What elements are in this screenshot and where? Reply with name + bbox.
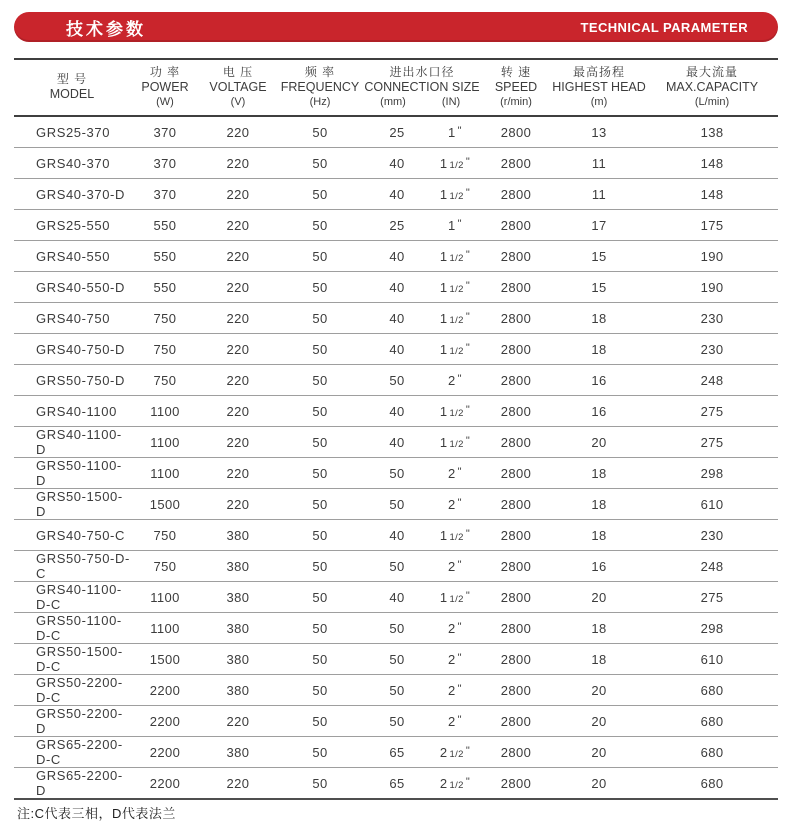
connection-inch-cell <box>430 179 480 210</box>
table-row <box>14 148 778 179</box>
speed-cell: 2800 <box>480 303 552 334</box>
head-cell: 16 <box>552 396 646 427</box>
head-cell: 20 <box>552 706 646 737</box>
inch-whole: 1 <box>439 186 448 202</box>
inch-mark: " <box>457 651 462 664</box>
connection-mm-cell: 40 <box>364 520 430 551</box>
connection-inch-cell <box>430 334 480 365</box>
voltage-cell: 380 <box>200 520 276 551</box>
connection-inch-cell <box>430 116 480 148</box>
voltage-cell: 220 <box>200 116 276 148</box>
col-header-connection-size: 进出水口径 CONNECTION SIZE (mm) (IN) <box>364 65 480 108</box>
frequency-cell: 50 <box>276 737 364 768</box>
head-cell: 16 <box>552 551 646 582</box>
frequency-cell: 50 <box>276 116 364 148</box>
power-cell: 550 <box>130 241 200 272</box>
col-header-model <box>14 59 130 116</box>
inch-whole: 2 <box>448 558 456 574</box>
parameter-table-container <box>14 58 778 800</box>
table-row <box>14 427 778 458</box>
inch-fraction: 1/2 <box>449 438 464 450</box>
table-row <box>14 644 778 675</box>
voltage-cell: 380 <box>200 551 276 582</box>
voltage-cell: 220 <box>200 706 276 737</box>
power-cell: 750 <box>130 365 200 396</box>
model-cell: GRS50-1100-D-C <box>14 613 130 644</box>
capacity-cell: 190 <box>646 241 778 272</box>
connection-inch-cell <box>430 551 480 582</box>
model-cell: GRS65-2200-D <box>14 768 130 800</box>
capacity-cell: 680 <box>646 768 778 800</box>
head-cell: 11 <box>552 148 646 179</box>
speed-cell: 2800 <box>480 241 552 272</box>
connection-mm-cell: 40 <box>364 241 430 272</box>
model-cell: GRS40-1100-D-C <box>14 582 130 613</box>
inch-mark: " <box>465 155 471 168</box>
connection-mm-cell: 50 <box>364 613 430 644</box>
col-header-voltage: 电 压 VOLTAGE (V) <box>209 65 267 108</box>
inch-fraction: 1/2 <box>449 283 464 295</box>
connection-mm-cell: 40 <box>364 148 430 179</box>
table-row <box>14 489 778 520</box>
model-cell: GRS40-750-D <box>14 334 130 365</box>
connection-inch-cell <box>430 148 480 179</box>
connection-inch-cell <box>430 644 480 675</box>
inch-mark: " <box>457 713 462 726</box>
speed-cell: 2800 <box>480 210 552 241</box>
frequency-cell: 50 <box>276 334 364 365</box>
head-cell: 13 <box>552 116 646 148</box>
capacity-cell: 248 <box>646 365 778 396</box>
inch-mark: " <box>457 465 462 478</box>
connection-inch-cell <box>430 489 480 520</box>
capacity-cell: 610 <box>646 644 778 675</box>
frequency-cell: 50 <box>276 613 364 644</box>
head-cell: 20 <box>552 675 646 706</box>
model-cell: GRS40-370 <box>14 148 130 179</box>
capacity-cell: 680 <box>646 706 778 737</box>
model-cell: GRS50-1500-D <box>14 489 130 520</box>
model-cell: GRS50-1500-D-C <box>14 644 130 675</box>
banner-title-chinese: 技术参数 <box>66 19 146 39</box>
unit-in: (IN) <box>441 96 461 108</box>
voltage-cell: 220 <box>200 489 276 520</box>
inch-mark: " <box>457 217 462 230</box>
model-cell: GRS65-2200-D-C <box>14 737 130 768</box>
voltage-cell: 220 <box>200 210 276 241</box>
inch-fraction: 1/2 <box>449 190 464 202</box>
inch-whole: 1 <box>439 403 448 419</box>
capacity-cell: 230 <box>646 303 778 334</box>
connection-size-units <box>364 95 480 109</box>
inch-mark: " <box>465 527 471 540</box>
inch-whole: 2 <box>448 465 456 481</box>
speed-cell: 2800 <box>480 551 552 582</box>
inch-mark: " <box>465 744 471 757</box>
head-cell: 20 <box>552 582 646 613</box>
power-cell: 2200 <box>130 737 200 768</box>
inch-whole: 2 <box>448 713 456 729</box>
connection-mm-cell: 50 <box>364 551 430 582</box>
inch-whole: 1 <box>439 155 448 171</box>
col-header-frequency: 频 率 FREQUENCY (Hz) <box>280 65 360 108</box>
head-cell: 17 <box>552 210 646 241</box>
inch-mark: " <box>457 496 462 509</box>
model-cell: GRS40-550 <box>14 241 130 272</box>
inch-fraction: 1/2 <box>449 314 464 326</box>
connection-mm-cell: 25 <box>364 210 430 241</box>
table-row <box>14 334 778 365</box>
head-cell: 18 <box>552 520 646 551</box>
power-cell: 1100 <box>130 458 200 489</box>
inch-mark: " <box>457 372 462 385</box>
power-cell: 750 <box>130 520 200 551</box>
speed-cell: 2800 <box>480 272 552 303</box>
capacity-cell: 275 <box>646 427 778 458</box>
frequency-cell: 50 <box>276 768 364 800</box>
inch-whole: 1 <box>439 248 448 264</box>
capacity-cell: 190 <box>646 272 778 303</box>
power-cell: 2200 <box>130 768 200 800</box>
connection-mm-cell: 50 <box>364 458 430 489</box>
inch-whole: 2 <box>448 372 456 388</box>
col-header-model-en: MODEL <box>49 87 95 101</box>
connection-mm-cell: 40 <box>364 303 430 334</box>
connection-inch-cell <box>430 582 480 613</box>
power-cell: 750 <box>130 551 200 582</box>
inch-mark: " <box>465 434 471 447</box>
capacity-cell: 275 <box>646 582 778 613</box>
inch-whole: 2 <box>448 620 456 636</box>
footnote: 注:C代表三相，D代表法兰 <box>17 806 176 821</box>
table-row <box>14 303 778 334</box>
inch-mark: " <box>465 186 471 199</box>
voltage-cell: 380 <box>200 675 276 706</box>
inch-fraction: 1/2 <box>449 531 464 543</box>
voltage-cell: 220 <box>200 179 276 210</box>
frequency-cell: 50 <box>276 489 364 520</box>
capacity-cell: 230 <box>646 334 778 365</box>
table-row <box>14 768 778 800</box>
voltage-cell: 380 <box>200 737 276 768</box>
table-row <box>14 582 778 613</box>
voltage-cell: 220 <box>200 427 276 458</box>
capacity-cell: 610 <box>646 489 778 520</box>
col-header-highest-head: 最高扬程 HIGHEST HEAD (m) <box>552 65 646 108</box>
frequency-cell: 50 <box>276 210 364 241</box>
table-row <box>14 613 778 644</box>
inch-fraction: 1/2 <box>449 407 464 419</box>
voltage-cell: 220 <box>200 458 276 489</box>
inch-mark: " <box>465 775 471 788</box>
connection-inch-cell <box>430 737 480 768</box>
frequency-cell: 50 <box>276 427 364 458</box>
voltage-cell: 220 <box>200 396 276 427</box>
inch-fraction: 1/2 <box>449 593 464 605</box>
speed-cell: 2800 <box>480 489 552 520</box>
model-cell: GRS40-1100-D <box>14 427 130 458</box>
table-row <box>14 520 778 551</box>
inch-whole: 2 <box>439 775 448 791</box>
capacity-cell: 230 <box>646 520 778 551</box>
connection-inch-cell <box>430 303 480 334</box>
col-header-max-capacity: 最大流量 MAX.CAPACITY (L/min) <box>665 65 759 108</box>
inch-whole: 2 <box>448 682 456 698</box>
model-cell: GRS50-750-D <box>14 365 130 396</box>
frequency-cell: 50 <box>276 706 364 737</box>
inch-whole: 1 <box>439 434 448 450</box>
head-cell: 20 <box>552 768 646 800</box>
voltage-cell: 220 <box>200 148 276 179</box>
speed-cell: 2800 <box>480 582 552 613</box>
power-cell: 550 <box>130 210 200 241</box>
table-row <box>14 272 778 303</box>
frequency-cell: 50 <box>276 644 364 675</box>
power-cell: 1500 <box>130 489 200 520</box>
table-row <box>14 737 778 768</box>
inch-fraction: 1/2 <box>449 748 464 760</box>
voltage-cell: 380 <box>200 582 276 613</box>
connection-mm-cell: 40 <box>364 334 430 365</box>
inch-mark: " <box>465 310 471 323</box>
speed-cell: 2800 <box>480 148 552 179</box>
speed-cell: 2800 <box>480 520 552 551</box>
table-row <box>14 116 778 148</box>
inch-fraction: 1/2 <box>449 252 464 264</box>
connection-inch-cell <box>430 365 480 396</box>
inch-fraction: 1/2 <box>449 779 464 791</box>
inch-fraction: 1/2 <box>449 159 464 171</box>
power-cell: 1100 <box>130 427 200 458</box>
speed-cell: 2800 <box>480 675 552 706</box>
inch-whole: 2 <box>448 651 456 667</box>
voltage-cell: 220 <box>200 365 276 396</box>
power-cell: 1500 <box>130 644 200 675</box>
table-row <box>14 551 778 582</box>
inch-whole: 1 <box>448 217 456 233</box>
speed-cell: 2800 <box>480 706 552 737</box>
inch-mark: " <box>465 248 471 261</box>
head-cell: 18 <box>552 489 646 520</box>
speed-cell: 2800 <box>480 737 552 768</box>
table-row <box>14 210 778 241</box>
inch-mark: " <box>465 279 471 292</box>
connection-mm-cell: 50 <box>364 644 430 675</box>
connection-mm-cell: 40 <box>364 272 430 303</box>
capacity-cell: 298 <box>646 613 778 644</box>
capacity-cell: 298 <box>646 458 778 489</box>
connection-mm-cell: 50 <box>364 489 430 520</box>
power-cell: 550 <box>130 272 200 303</box>
capacity-cell: 680 <box>646 675 778 706</box>
frequency-cell: 50 <box>276 303 364 334</box>
model-cell: GRS50-2200-D <box>14 706 130 737</box>
model-cell: GRS40-750 <box>14 303 130 334</box>
model-cell: GRS25-550 <box>14 210 130 241</box>
voltage-cell: 220 <box>200 272 276 303</box>
table-row <box>14 365 778 396</box>
speed-cell: 2800 <box>480 365 552 396</box>
power-cell: 750 <box>130 334 200 365</box>
head-cell: 11 <box>552 179 646 210</box>
voltage-cell: 220 <box>200 334 276 365</box>
head-cell: 18 <box>552 458 646 489</box>
connection-mm-cell: 40 <box>364 582 430 613</box>
table-row <box>14 675 778 706</box>
model-cell: GRS50-750-D-C <box>14 551 130 582</box>
col-header-model-zh: 型 号 <box>56 72 88 86</box>
head-cell: 18 <box>552 303 646 334</box>
frequency-cell: 50 <box>276 551 364 582</box>
model-cell: GRS50-1100-D <box>14 458 130 489</box>
speed-cell: 2800 <box>480 334 552 365</box>
inch-mark: " <box>465 403 471 416</box>
speed-cell: 2800 <box>480 427 552 458</box>
inch-fraction: 1/2 <box>449 345 464 357</box>
table-row <box>14 179 778 210</box>
head-cell: 20 <box>552 737 646 768</box>
unit-mm: (mm) <box>380 96 406 108</box>
connection-inch-cell <box>430 520 480 551</box>
speed-cell: 2800 <box>480 644 552 675</box>
frequency-cell: 50 <box>276 675 364 706</box>
connection-mm-cell: 25 <box>364 116 430 148</box>
voltage-cell: 220 <box>200 241 276 272</box>
frequency-cell: 50 <box>276 241 364 272</box>
power-cell: 1100 <box>130 396 200 427</box>
model-cell: GRS40-750-C <box>14 520 130 551</box>
connection-mm-cell: 65 <box>364 768 430 800</box>
frequency-cell: 50 <box>276 520 364 551</box>
head-cell: 18 <box>552 613 646 644</box>
connection-mm-cell: 50 <box>364 706 430 737</box>
inch-mark: " <box>457 620 462 633</box>
frequency-cell: 50 <box>276 179 364 210</box>
connection-inch-cell <box>430 613 480 644</box>
frequency-cell: 50 <box>276 365 364 396</box>
head-cell: 18 <box>552 644 646 675</box>
connection-inch-cell <box>430 675 480 706</box>
voltage-cell: 220 <box>200 303 276 334</box>
connection-inch-cell <box>430 706 480 737</box>
title-banner <box>14 12 778 42</box>
table-body <box>14 116 778 799</box>
power-cell: 1100 <box>130 613 200 644</box>
inch-mark: " <box>457 124 462 137</box>
table-row <box>14 458 778 489</box>
col-header-speed: 转 速 SPEED (r/min) <box>494 65 538 108</box>
inch-whole: 2 <box>448 496 456 512</box>
power-cell: 2200 <box>130 706 200 737</box>
inch-mark: " <box>457 682 462 695</box>
connection-inch-cell <box>430 396 480 427</box>
speed-cell: 2800 <box>480 179 552 210</box>
head-cell: 18 <box>552 334 646 365</box>
connection-mm-cell: 50 <box>364 675 430 706</box>
connection-mm-cell: 40 <box>364 396 430 427</box>
speed-cell: 2800 <box>480 613 552 644</box>
voltage-cell: 220 <box>200 768 276 800</box>
col-header-power: 功 率 POWER (W) <box>141 65 189 108</box>
speed-cell: 2800 <box>480 116 552 148</box>
connection-inch-cell <box>430 210 480 241</box>
connection-inch-cell <box>430 272 480 303</box>
frequency-cell: 50 <box>276 582 364 613</box>
speed-cell: 2800 <box>480 396 552 427</box>
voltage-cell: 380 <box>200 613 276 644</box>
power-cell: 370 <box>130 148 200 179</box>
capacity-cell: 175 <box>646 210 778 241</box>
connection-inch-cell <box>430 458 480 489</box>
connection-inch-cell <box>430 427 480 458</box>
inch-whole: 1 <box>439 527 448 543</box>
header-row <box>14 59 778 116</box>
model-cell: GRS50-2200-D-C <box>14 675 130 706</box>
inch-whole: 1 <box>439 341 448 357</box>
speed-cell: 2800 <box>480 768 552 800</box>
connection-mm-cell: 65 <box>364 737 430 768</box>
connection-inch-cell <box>430 768 480 800</box>
head-cell: 20 <box>552 427 646 458</box>
inch-whole: 1 <box>448 124 456 140</box>
table-row <box>14 706 778 737</box>
table-header <box>14 59 778 116</box>
connection-mm-cell: 40 <box>364 179 430 210</box>
capacity-cell: 248 <box>646 551 778 582</box>
capacity-cell: 275 <box>646 396 778 427</box>
power-cell: 370 <box>130 179 200 210</box>
power-cell: 2200 <box>130 675 200 706</box>
inch-whole: 2 <box>439 744 448 760</box>
voltage-cell: 380 <box>200 644 276 675</box>
inch-whole: 1 <box>439 279 448 295</box>
model-cell: GRS40-1100 <box>14 396 130 427</box>
speed-cell: 2800 <box>480 458 552 489</box>
inch-mark: " <box>457 558 462 571</box>
capacity-cell: 680 <box>646 737 778 768</box>
connection-mm-cell: 50 <box>364 365 430 396</box>
inch-whole: 1 <box>439 589 448 605</box>
frequency-cell: 50 <box>276 148 364 179</box>
model-cell: GRS40-550-D <box>14 272 130 303</box>
connection-mm-cell: 40 <box>364 427 430 458</box>
model-cell: GRS40-370-D <box>14 179 130 210</box>
inch-mark: " <box>465 341 471 354</box>
power-cell: 370 <box>130 116 200 148</box>
inch-mark: " <box>465 589 471 602</box>
parameter-table <box>14 58 778 800</box>
frequency-cell: 50 <box>276 458 364 489</box>
power-cell: 750 <box>130 303 200 334</box>
frequency-cell: 50 <box>276 396 364 427</box>
table-row <box>14 396 778 427</box>
capacity-cell: 148 <box>646 148 778 179</box>
head-cell: 15 <box>552 241 646 272</box>
capacity-cell: 148 <box>646 179 778 210</box>
model-cell: GRS25-370 <box>14 116 130 148</box>
head-cell: 16 <box>552 365 646 396</box>
banner-title-english: TECHNICAL PARAMETER <box>580 19 748 35</box>
inch-whole: 1 <box>439 310 448 326</box>
capacity-cell: 138 <box>646 116 778 148</box>
frequency-cell: 50 <box>276 272 364 303</box>
head-cell: 15 <box>552 272 646 303</box>
connection-inch-cell <box>430 241 480 272</box>
table-row <box>14 241 778 272</box>
power-cell: 1100 <box>130 582 200 613</box>
